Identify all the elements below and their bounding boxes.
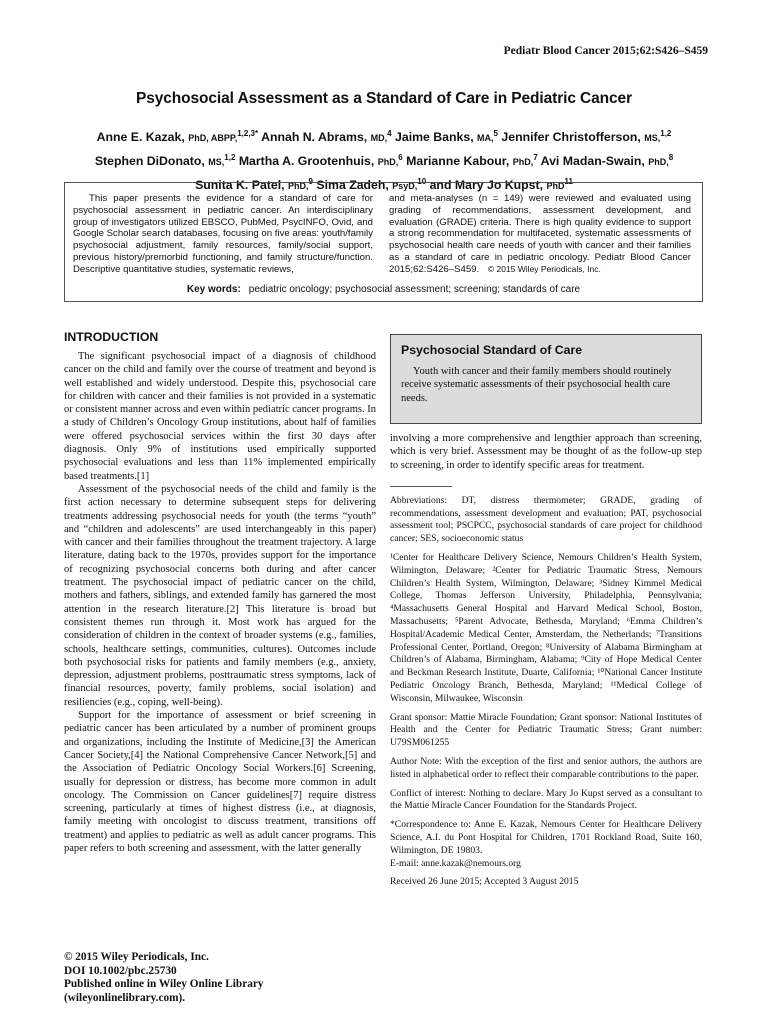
correspondence-note: *Correspondence to: Anne E. Kazak, Nemours Center for Healthcare Delivery Science, A.I. du Pont Hospital for Children, 1701 Rockland Road, Suite 160, Wilmington, DE 19803.: [390, 819, 702, 856]
author-1: Anne E. Kazak, PhD, ABPP,$^{1,2,3*}$: [96, 129, 259, 145]
callout-body: Youth with cancer and their family members should routinely receive systematic assessments of their psychosocial health care needs.: [401, 366, 672, 404]
author-8: Avi Madan-Swain, PhD,$^8$: [540, 153, 674, 169]
abstract-copyright: © 2015 Wiley Periodicals, Inc.: [487, 263, 601, 274]
abstract-left: This paper presents the evidence for a standard of care for psychosocial assessment in pediatric cancer. An interdisciplinary group of investigators utilized EBSCO, PubMed, PsycINFO, Ovid, and Google Scholar search databases, focusing on five areas: youth/family psychosocial adjustment, family resources, family/social support, previous history/premorbid functioning, and family structure/function. Descriptive quantitative studies, systematic reviews,: [73, 193, 373, 275]
author-7: Marianne Kabour, PhD,$^7$: [406, 153, 538, 169]
author-6: Martha A. Grootenhuis, PhD,$^6$: [238, 153, 403, 169]
received-note: Received 26 June 2015; Accepted 3 August 2015: [390, 876, 579, 888]
author-2: Annah N. Abrams, MD,$^4$: [261, 129, 392, 145]
author-4: Jennifer Christofferson, MS,$^{1,2}$: [501, 129, 672, 145]
callout-title: Psychosocial Standard of Care: [401, 343, 583, 357]
author-11: and Mary Jo Kupst, PhD$^{11}$: [429, 177, 573, 193]
intro-continuation: involving a more comprehensive and lengthier approach than screening, which is very brief. Assessment may be thought of as the follow-up step to screening, in order to identify specific areas for treatment.: [390, 433, 702, 471]
affiliations-note: ¹Center for Healthcare Delivery Science, Nemours Children’s Health System, Wilmington, Delaware; ²Center for Pediatric Traumatic Stress, Nemours Children’s Health System, Wilmington, Delaware; ³Sidney Kimmel Medical College, Thomas Jefferson University, Philadelphia, Pennsylvania; ⁴Massachusetts General Hospital and Harvard Medical School, Boston, Massachusetts; ⁵Parent Advocate, Bethesda, Maryland; ⁶Emma Children’s Hospital/Academic Medical Center, Amsterdam, the Netherlands; ⁷Transitions Professional Center, Portland, Oregon; ⁸University of Alabama Birmingham at Children’s of Alabama, Birmingham, Alabama; ⁹City of Hope Medical Center and Beckman Research Institute, Duarte, California; ¹⁰National Cancer Institute Pediatric Oncology Branch, Bethesda, Maryland; ¹¹Medical College of Wisconsin, Milwaukee, Wisconsin: [390, 552, 702, 704]
publisher-footer: [64, 951, 264, 1005]
abstract-right: [389, 193, 691, 276]
abstract-box: [64, 182, 703, 302]
author-10: Sima Zadeh, PsyD,$^{10}$: [316, 177, 427, 193]
author-note: Author Note: With the exception of the first and senior authors, the authors are listed in alphabetical order to reflect their comparable contributions to the paper.: [390, 756, 702, 780]
author-5: Stephen DiDonato, MS,$^{1,2}$: [94, 153, 236, 169]
email-link[interactable]: E-mail: anne.kazak@nemours.org: [390, 857, 521, 869]
footnote-rule: [390, 486, 452, 487]
standard-of-care-callout: [390, 334, 702, 424]
intro-paragraph-3: Support for the importance of assessment or brief screening in pediatric cancer has been articulated by a number of prominent groups and organizations, including the Institute of Medicine,[3] the American Cancer Society,[4] the National Comprehensive Cancer Network,[5] and the Association of Pediatric Oncology Social Workers.[6] Screening, usually for depression or distress, has become more common in adult oncology. The Commission on Cancer guidelines[7] require distress screening, particularly at times of highest distress (i.e., at diagnosis, family meeting with oncologist to discuss treatment, transitions off treatment) and applies to pediatric as well as adult cancer programs. This paper refers to both screening and assessment, with the latter generally: [64, 710, 376, 854]
article-title: Psychosocial Assessment as a Standard of Care in Pediatric Cancer: [135, 90, 633, 107]
keywords-text: pediatric oncology; psychosocial assessment; screening; standards of care: [248, 284, 581, 295]
footer-library-link[interactable]: (wileyonlinelibrary.com).: [64, 991, 186, 1004]
journal-reference: Pediatr Blood Cancer 2015;62:S426–S459: [503, 45, 708, 57]
keywords-label: Key words:: [186, 284, 241, 295]
footer-copyright: © 2015 Wiley Periodicals, Inc.: [64, 951, 209, 963]
keywords: [65, 284, 702, 295]
left-column: [64, 330, 376, 855]
introduction-heading: INTRODUCTION: [64, 330, 159, 344]
conflict-note: Conflict of interest: Nothing to declare. Mary Jo Kupst served as a consultant to the Mattie Miracle Cancer Foundation for the Standards Project.: [390, 787, 702, 812]
intro-paragraph-2: Assessment of the psychosocial needs of the child and family is the first action necessary to determine subsequent steps for delivering treatments addressing psychosocial needs for youth (the terms “youth” and “children and adolescents” are used interchangeably in this paper) with cancer and their families throughout the treatment trajectory. A large literature, dating back to the 1970s, provides support for the importance of recognizing psychosocial concerns both during and after cancer treatment. The psychosocial impact of pediatric cancer on the child, mothers and fathers, siblings, and extended family has garnered the most attention in the research literature.[2] This literature is broad but consistent themes run through it. Most work has argued for the consideration of children in the context of broader systems (e.g., families, schools, healthcare settings, communities, cultures). Outcomes include both psychosocial risks for patients and family members (e.g., anxiety, depression, adjustment problems, posttraumatic stress symptoms, lack of financial resources, poverty, family problems, social isolation) and resiliencies (e.g., coping, well-being).: [64, 483, 376, 708]
footer-doi[interactable]: DOI 10.1002/pbc.25730: [64, 964, 177, 977]
author-3: Jaime Banks, MA,$^5$: [395, 129, 498, 145]
footer-published: Published online in Wiley Online Library: [64, 978, 264, 991]
abbreviations-note: Abbreviations: DT, distress thermometer; GRADE, grading of recommendations, assessment development and evaluation; PAT, psychosocial assessment tool; PSCPCC, psychosocial standards of care project for childhood cancer; SES, socioeconomic status: [390, 494, 702, 545]
grant-note: Grant sponsor: Mattie Miracle Foundation; Grant sponsor: National Institutes of Health and the Center for Pediatric Traumatic Stress; Grant number: U79SM061255: [390, 711, 702, 749]
author-9: Sunita K. Patel, PhD,$^9$: [195, 177, 313, 193]
right-column: [390, 334, 702, 895]
intro-paragraph-1: The significant psychosocial impact of a diagnosis of childhood cancer on the child and family over the course of treatment and beyond is well established and widely understood. Despite this, psychosocial care for children with cancer and their families is not provided in a systematic or consistent manner across and even within pediatric cancer programs. In a study of Children’s Oncology Group institutions, about half of families were offered psychosocial services within the first 30 days after diagnosis. Only 9% of institutions used empirically supported psychosocial evaluations and less than 11% implemented empirically based treatments.[1]: [64, 351, 376, 482]
abstract-right-text: and meta-analyses (n = 149) were reviewed and evaluated using grading of recommendations, assessment development, and evaluation (GRADE) criteria. There is high quality evidence to support a strong recommendation for multifaceted, systematic assessments of psychosocial health care needs of youth with cancer and their families as a standard of care in pediatric oncology. Pediatr Blood Cancer 2015;62:S426–S459.: [389, 193, 691, 275]
